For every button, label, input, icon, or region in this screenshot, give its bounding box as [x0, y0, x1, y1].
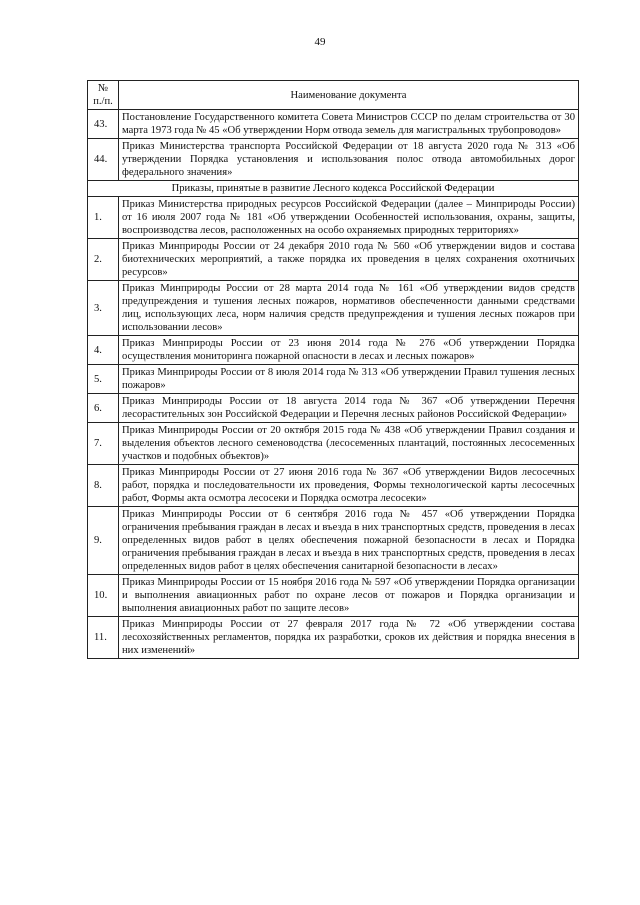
- header-num: № п./п.: [88, 81, 119, 110]
- row-number: 5.: [88, 365, 119, 394]
- row-number: 2.: [88, 239, 119, 281]
- document-name: Приказ Минприроды России от 24 декабря 2010 года № 560 «Об утверждении видов и состава биотехнических мероприятий, а также порядка их проведения в целях сохранения охотничьих ресурсов»: [119, 239, 579, 281]
- table-row: [88, 139, 579, 181]
- document-name: Приказ Минприроды России от 18 августа 2014 года № 367 «Об утверждении Перечня лесорастительных зон Российской Федерации и Перечня лесных районов Российской Федерации»: [119, 394, 579, 423]
- document-name: Приказ Минприроды России от 15 ноября 2016 года № 597 «Об утверждении Порядка организации и выполнения авиационных работ по охране лесов от пожаров и Порядка организации и выполнения авиационных работ по защите лесов»: [119, 575, 579, 617]
- document-name: Приказ Минприроды России от 20 октября 2015 года № 438 «Об утверждении Правил создания и выделения объектов лесного семеноводства (лесосеменных плантаций, постоянных лесосеменных участков и подобных объектов)»: [119, 423, 579, 465]
- table-row: [88, 281, 579, 336]
- row-number: 8.: [88, 465, 119, 507]
- table-header-row: [88, 81, 579, 110]
- section-title: Приказы, принятые в развитие Лесного кодекса Российской Федерации: [88, 181, 579, 197]
- table-row: [88, 465, 579, 507]
- table-row: [88, 617, 579, 659]
- table-row: [88, 336, 579, 365]
- table-row: [88, 575, 579, 617]
- table-row: [88, 110, 579, 139]
- documents-table: [87, 80, 579, 659]
- row-number: 43.: [88, 110, 119, 139]
- document-name: Приказ Минприроды России от 28 марта 2014 года № 161 «Об утверждении видов средств предупреждения и тушения лесных пожаров, нормативов обеспеченности данными средствами лиц, использующих леса, норм наличия средств предупреждения и тушения лесных пожаров при использовании лесов»: [119, 281, 579, 336]
- document-name: Приказ Минприроды России от 27 июня 2016 года № 367 «Об утверждении Видов лесосечных работ, порядка и последовательности их проведения, Формы технологической карты лесосечных работ, Формы акта осмотра лесосеки и Порядка осмотра лесосеки»: [119, 465, 579, 507]
- document-name: Постановление Государственного комитета Совета Министров СССР по делам строительства от 30 марта 1973 года № 45 «Об утверждении Норм отвода земель для магистральных трубопроводов»: [119, 110, 579, 139]
- table-row: [88, 394, 579, 423]
- row-number: 9.: [88, 507, 119, 575]
- document-name: Приказ Минприроды России от 23 июня 2014 года № 276 «Об утверждении Порядка осуществления мониторинга пожарной опасности в лесах и лесных пожаров»: [119, 336, 579, 365]
- table-row: [88, 507, 579, 575]
- row-number: 1.: [88, 197, 119, 239]
- table-row: [88, 239, 579, 281]
- page-number: 49: [314, 36, 326, 48]
- document-name: Приказ Министерства транспорта Российской Федерации от 18 августа 2020 года № 313 «Об утверждении Порядка установления и использования полос отвода автомобильных дорог федерального значения»: [119, 139, 579, 181]
- document-name: Приказ Минприроды России от 27 февраля 2017 года № 72 «Об утверждении состава лесохозяйственных регламентов, порядка их разработки, сроков их действия и порядка внесения в них изменений»: [119, 617, 579, 659]
- row-number: 7.: [88, 423, 119, 465]
- header-name: Наименование документа: [119, 81, 579, 110]
- table-row: [88, 197, 579, 239]
- row-number: 44.: [88, 139, 119, 181]
- table-row: [88, 365, 579, 394]
- row-number: 3.: [88, 281, 119, 336]
- document-name: Приказ Минприроды России от 6 сентября 2016 года № 457 «Об утверждении Порядка ограничения пребывания граждан в лесах и въезда в них транспортных средств, проведения в лесах определенных видов работ в целях обеспечения пожарной безопасности в лесах и Порядка ограничения пребывания граждан в лесах и въезда в них транспортных средств, проведения в лесах определенных видов работ в целях обеспечения санитарной безопасности в лесах»: [119, 507, 579, 575]
- table-row: [88, 423, 579, 465]
- document-name: Приказ Минприроды России от 8 июля 2014 года № 313 «Об утверждении Правил тушения лесных пожаров»: [119, 365, 579, 394]
- table-body: [88, 110, 579, 659]
- row-number: 6.: [88, 394, 119, 423]
- row-number: 11.: [88, 617, 119, 659]
- row-number: 4.: [88, 336, 119, 365]
- section-row: [88, 181, 579, 197]
- document-name: Приказ Министерства природных ресурсов Российской Федерации (далее – Минприроды России) от 16 июля 2007 года № 181 «Об утверждении Особенностей использования, охраны, защиты, воспроизводства лесов, расположенных на особо охраняемых природных территориях»: [119, 197, 579, 239]
- row-number: 10.: [88, 575, 119, 617]
